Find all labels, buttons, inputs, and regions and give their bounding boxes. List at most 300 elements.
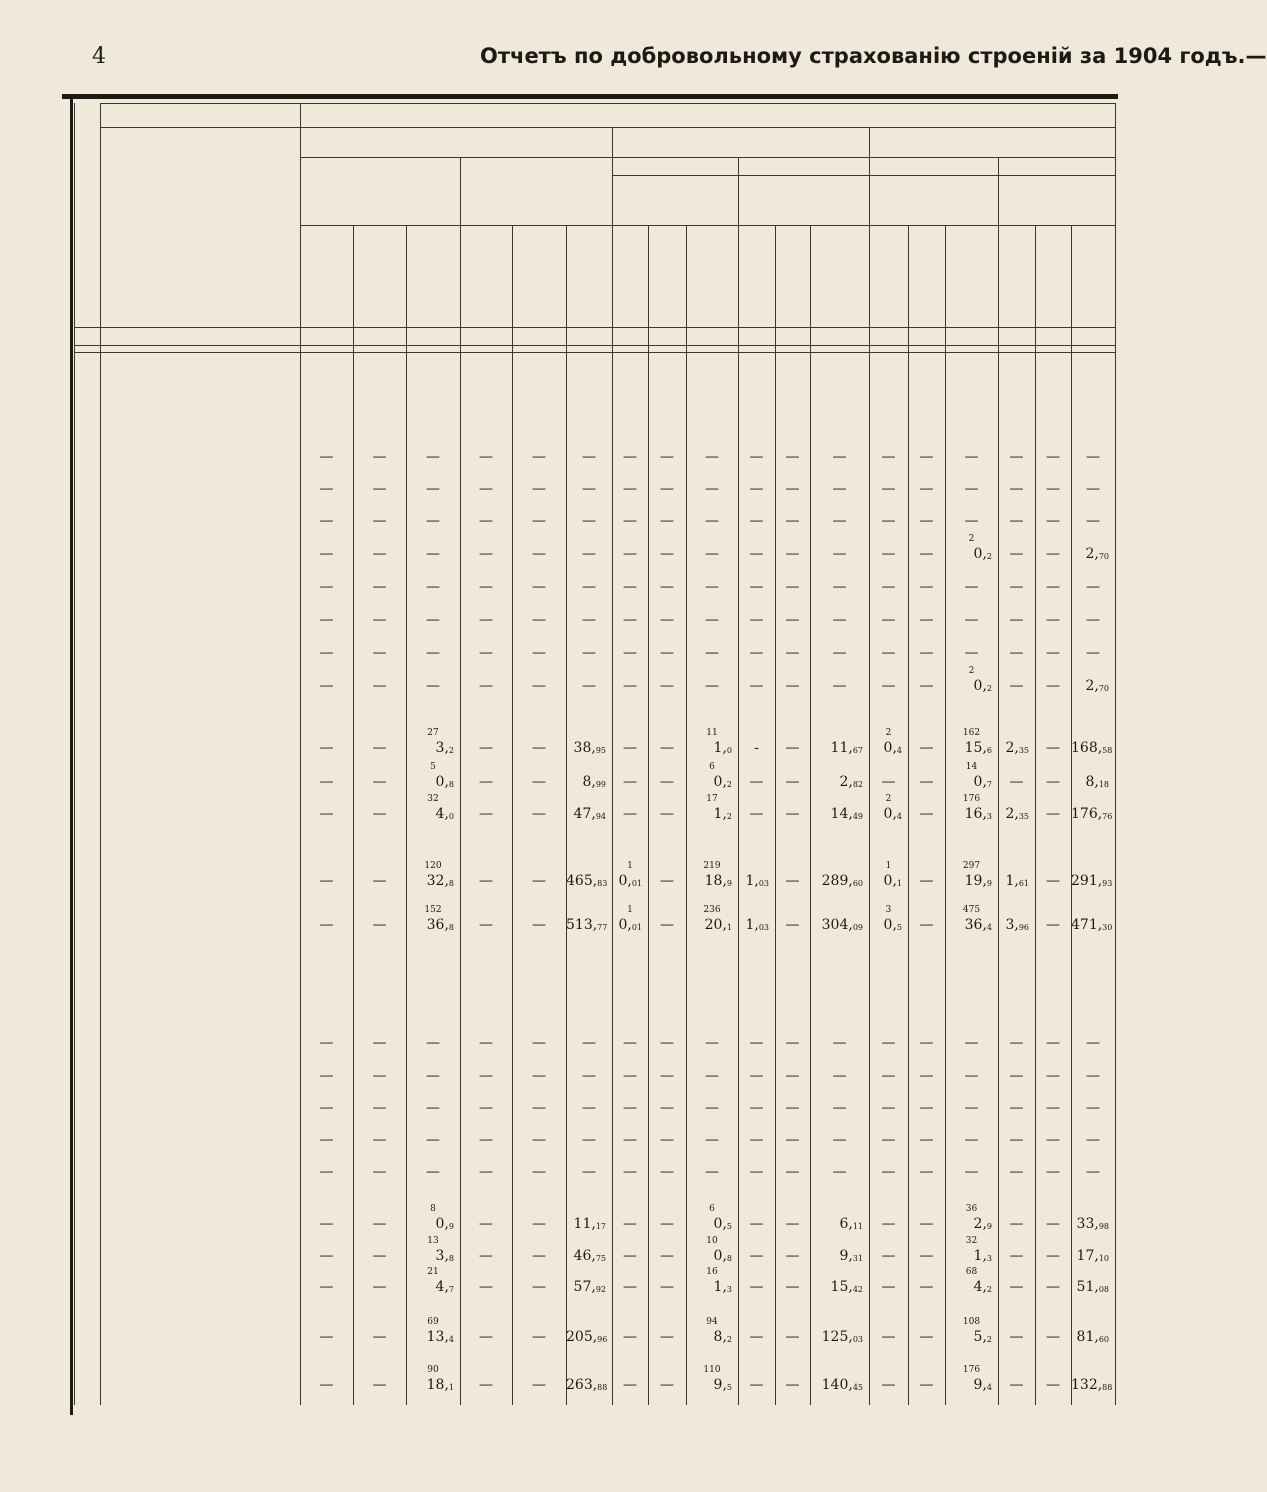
table-cell: — — [1046, 579, 1060, 595]
table-cell: — — [919, 449, 934, 465]
table-cell — [869, 806, 902, 822]
table-cell: — — [832, 1164, 847, 1180]
cell-integer: 0, — [973, 546, 987, 562]
table-cell — [810, 1329, 863, 1345]
table-cell: — — [749, 1248, 764, 1264]
table-cell: — — [1046, 678, 1060, 694]
table-cell: — — [964, 579, 979, 595]
table-cell — [1071, 1248, 1109, 1264]
cell-count: 27 — [427, 728, 439, 738]
table-cell: — — [1009, 1329, 1024, 1345]
cell-integer: 1, — [1005, 873, 1019, 889]
cell-fraction: 01 — [631, 879, 642, 888]
cell-fraction: 3 — [726, 1285, 732, 1294]
table-cell — [1071, 1329, 1109, 1345]
table-cell — [998, 740, 1029, 756]
cell-count: 21 — [427, 1267, 439, 1277]
table-cell: — — [1086, 481, 1100, 497]
table-cell: — — [749, 546, 764, 562]
table-cell — [998, 806, 1029, 822]
cell-integer: 0, — [713, 1248, 727, 1264]
table-cell: — — [1009, 1216, 1024, 1232]
cell-fraction: 4 — [448, 1335, 454, 1344]
cell-integer: 47, — [573, 806, 596, 822]
cell-count: 1 — [627, 861, 633, 871]
table-cell: — — [532, 774, 546, 790]
rule-v — [1115, 103, 1116, 1405]
table-cell: — — [372, 449, 387, 465]
table-cell: — — [532, 645, 546, 661]
cell-fraction: 9 — [986, 879, 992, 888]
table-cell: — — [785, 1132, 800, 1148]
table-cell: — — [623, 1279, 637, 1295]
table-cell: — — [881, 513, 896, 529]
table-cell: — — [479, 1164, 493, 1180]
table-cell: — — [1086, 449, 1100, 465]
table-cell — [810, 1279, 863, 1295]
table-cell: — — [479, 1216, 493, 1232]
table-cell: — — [1086, 612, 1100, 628]
table-cell: — — [582, 1100, 596, 1116]
table-cell: — — [479, 481, 493, 497]
table-cell: — — [964, 449, 979, 465]
cell-count: 176 — [962, 1365, 981, 1375]
cell-integer: 289, — [821, 873, 853, 889]
cell-integer: 465, — [566, 873, 598, 889]
cell-integer: 4, — [435, 806, 449, 822]
table-cell: — — [479, 917, 493, 933]
table-cell: — — [372, 1100, 387, 1116]
table-cell: — — [479, 513, 493, 529]
table-cell: — — [964, 1164, 979, 1180]
table-cell: — — [479, 1035, 493, 1051]
table-cell: — — [582, 1035, 596, 1051]
table-cell: — — [881, 1164, 896, 1180]
table-cell: — — [785, 481, 800, 497]
cell-count: 236 — [703, 905, 721, 915]
cell-fraction: 98 — [1098, 1222, 1109, 1231]
table-cell: — — [623, 546, 637, 562]
table-cell: — — [832, 513, 847, 529]
table-cell: — — [319, 546, 334, 562]
table-cell — [869, 873, 902, 889]
table-cell — [566, 873, 606, 889]
cell-fraction: 10 — [1098, 1254, 1109, 1263]
table-cell: — — [532, 481, 546, 497]
cell-integer: 46, — [573, 1248, 596, 1264]
cell-fraction: 6 — [986, 746, 992, 755]
cell-count: 219 — [703, 861, 721, 871]
table-cell: — — [582, 1164, 596, 1180]
table-cell: — — [1086, 1068, 1100, 1084]
cell-fraction: 8 — [448, 923, 454, 932]
table-cell: — — [623, 1377, 637, 1393]
cell-integer: 16, — [964, 806, 987, 822]
table-cell: — — [532, 873, 546, 889]
table-cell: — — [749, 1068, 764, 1084]
table-cell: — — [919, 579, 934, 595]
cell-fraction: 70 — [1098, 684, 1109, 693]
rule-h — [100, 103, 1115, 104]
cell-fraction: 49 — [852, 812, 863, 821]
table-cell — [945, 806, 992, 822]
rule-h — [74, 327, 1115, 328]
cell-fraction: 5 — [726, 1383, 732, 1392]
table-cell: — — [919, 1132, 934, 1148]
cell-integer: 132, — [1071, 1377, 1103, 1393]
table-cell — [1071, 1216, 1109, 1232]
cell-count: 10 — [706, 1236, 718, 1246]
table-cell — [686, 1329, 732, 1345]
table-cell: — — [582, 678, 596, 694]
table-cell: — — [479, 1132, 493, 1148]
table-cell: — — [532, 917, 546, 933]
cell-count: 120 — [424, 861, 442, 871]
table-cell: — — [919, 1164, 934, 1180]
table-cell: — — [785, 917, 800, 933]
cell-integer: 8, — [582, 774, 596, 790]
table-cell: — — [749, 481, 764, 497]
table-cell: — — [919, 546, 934, 562]
table-cell: — — [623, 449, 637, 465]
table-cell: — — [964, 513, 979, 529]
cell-integer: 19, — [964, 873, 987, 889]
table-cell: — — [479, 1068, 493, 1084]
cell-integer: 1, — [973, 1248, 987, 1264]
table-cell: — — [1009, 1377, 1024, 1393]
table-cell: — — [479, 740, 493, 756]
table-cell: — — [479, 579, 493, 595]
table-cell: — — [660, 873, 674, 889]
cell-integer: 57, — [573, 1279, 596, 1295]
table-cell: — — [749, 1132, 764, 1148]
table-cell — [869, 917, 902, 933]
cell-fraction: 60 — [1098, 1335, 1109, 1344]
table-cell — [406, 774, 454, 790]
cell-integer: 2, — [1005, 740, 1019, 756]
rule-h — [300, 157, 1115, 158]
table-cell: — — [705, 612, 719, 628]
table-cell: — — [785, 513, 800, 529]
table-cell — [810, 917, 863, 933]
cell-integer: 18, — [704, 873, 727, 889]
cell-fraction: 03 — [758, 879, 769, 888]
cell-integer: 2, — [973, 1216, 987, 1232]
table-cell: — — [426, 1164, 440, 1180]
rule-v — [100, 103, 101, 1405]
table-cell — [406, 1279, 454, 1295]
table-cell: — — [832, 1035, 847, 1051]
cell-count: 32 — [965, 1236, 978, 1246]
table-cell: — — [623, 481, 637, 497]
cell-fraction: 8 — [448, 879, 454, 888]
table-cell: — — [785, 806, 800, 822]
table-cell: — — [881, 449, 896, 465]
table-cell: — — [532, 1164, 546, 1180]
cell-count: 13 — [427, 1236, 439, 1246]
table-cell: — — [660, 774, 674, 790]
table-cell — [945, 1329, 992, 1345]
table-cell: — — [749, 645, 764, 661]
cell-fraction: 4 — [986, 923, 992, 932]
table-cell: — — [1046, 1035, 1060, 1051]
cell-fraction: 96 — [597, 1335, 608, 1344]
cell-integer: 1, — [713, 806, 727, 822]
table-cell: — — [832, 579, 847, 595]
table-cell — [810, 740, 863, 756]
table-cell: — — [749, 1216, 764, 1232]
cell-integer: 1, — [713, 1279, 727, 1295]
table-cell: — — [785, 612, 800, 628]
table-cell: — — [623, 1329, 637, 1345]
table-cell: — — [1009, 612, 1024, 628]
cell-count: 475 — [962, 905, 981, 915]
table-cell: — — [479, 1377, 493, 1393]
table-cell: — — [479, 546, 493, 562]
table-cell: — — [532, 546, 546, 562]
cell-integer: 4, — [435, 1279, 449, 1295]
cell-fraction: 93 — [1102, 879, 1113, 888]
table-cell: — — [479, 806, 493, 822]
table-cell — [810, 1248, 863, 1264]
left-border — [70, 99, 73, 1415]
table-cell: — — [881, 1132, 896, 1148]
table-cell: — — [1046, 873, 1060, 889]
table-cell: — — [919, 1329, 934, 1345]
cell-fraction: 7 — [448, 1285, 454, 1294]
rule-v — [612, 127, 613, 1405]
table-cell — [566, 1248, 606, 1264]
table-cell: — — [372, 1132, 387, 1148]
cell-integer: 11, — [573, 1216, 596, 1232]
table-cell: — — [832, 1100, 847, 1116]
cell-integer: 1, — [745, 917, 759, 933]
cell-integer: 2, — [839, 774, 853, 790]
table-cell: — — [964, 1068, 979, 1084]
table-cell: — — [705, 678, 719, 694]
table-cell: — — [1009, 513, 1024, 529]
cell-fraction: 8 — [448, 1254, 454, 1263]
cell-fraction: 11 — [852, 1222, 863, 1231]
table-cell: — — [319, 1329, 334, 1345]
cell-integer: 1, — [713, 740, 727, 756]
cell-fraction: 2 — [726, 812, 732, 821]
table-cell: — — [582, 645, 596, 661]
cell-fraction: 76 — [1102, 812, 1113, 821]
table-cell: — — [785, 1164, 800, 1180]
table-cell: — — [426, 449, 440, 465]
table-cell: — — [532, 1329, 546, 1345]
table-cell: — — [919, 806, 934, 822]
cell-integer: 2, — [1085, 678, 1099, 694]
table-cell: — — [785, 1248, 800, 1264]
table-cell: — — [623, 806, 637, 822]
cell-fraction: 8 — [726, 1254, 732, 1263]
cell-integer: 2, — [1085, 546, 1099, 562]
table-cell: — — [832, 481, 847, 497]
cell-count: 162 — [962, 728, 981, 738]
table-cell: — — [964, 1035, 979, 1051]
table-cell: — — [372, 774, 387, 790]
table-cell: — — [426, 546, 440, 562]
table-cell: — — [319, 449, 334, 465]
cell-count: 152 — [424, 905, 442, 915]
table-cell — [998, 917, 1029, 933]
table-cell: — — [372, 740, 387, 756]
table-cell: — — [705, 1068, 719, 1084]
cell-fraction: 01 — [631, 923, 642, 932]
table-cell — [566, 917, 606, 933]
table-cell: — — [785, 1100, 800, 1116]
table-cell: — — [785, 1329, 800, 1345]
table-cell: — — [660, 579, 674, 595]
table-cell: — — [582, 513, 596, 529]
table-cell: — — [919, 612, 934, 628]
table-cell: — — [479, 449, 493, 465]
table-cell — [945, 917, 992, 933]
table-cell: — — [372, 873, 387, 889]
cell-integer: 4, — [973, 1279, 987, 1295]
cell-fraction: 88 — [1102, 1383, 1113, 1392]
cell-count: 2 — [968, 534, 975, 544]
table-cell: — — [426, 1068, 440, 1084]
cell-integer: 5, — [973, 1329, 987, 1345]
table-cell — [566, 774, 606, 790]
table-cell: — — [479, 1279, 493, 1295]
page-number: 4 — [92, 44, 106, 69]
table-cell: - — [754, 740, 759, 756]
table-cell: — — [623, 579, 637, 595]
cell-integer: 38, — [573, 740, 596, 756]
table-cell: — — [582, 1132, 596, 1148]
cell-fraction: 0 — [726, 746, 732, 755]
cell-integer: 81, — [1076, 1329, 1099, 1345]
table-cell: — — [1046, 513, 1060, 529]
table-cell — [738, 873, 769, 889]
table-cell: — — [532, 579, 546, 595]
table-cell — [998, 873, 1029, 889]
cell-fraction: 1 — [448, 1383, 454, 1392]
cell-fraction: 2 — [448, 746, 454, 755]
table-cell: — — [623, 1164, 637, 1180]
cell-integer: 15, — [964, 740, 987, 756]
table-cell: — — [660, 1329, 674, 1345]
table-cell: — — [660, 740, 674, 756]
table-cell — [686, 806, 732, 822]
table-cell: — — [582, 612, 596, 628]
table-cell — [406, 1329, 454, 1345]
rule-v — [869, 127, 870, 1405]
table-cell: — — [1046, 740, 1060, 756]
table-cell: — — [785, 740, 800, 756]
table-cell: — — [372, 645, 387, 661]
table-cell: — — [881, 774, 896, 790]
table-cell: — — [881, 1216, 896, 1232]
cell-integer: 13, — [426, 1329, 449, 1345]
table-cell: — — [426, 481, 440, 497]
table-cell: — — [919, 1248, 934, 1264]
table-cell: — — [881, 1035, 896, 1051]
table-cell: — — [785, 1279, 800, 1295]
table-cell — [945, 774, 992, 790]
table-cell: — — [532, 1068, 546, 1084]
table-cell: — — [1009, 449, 1024, 465]
cell-integer: 9, — [713, 1377, 727, 1393]
table-cell — [1071, 774, 1109, 790]
table-cell: — — [319, 806, 334, 822]
table-cell: — — [319, 1377, 334, 1393]
cell-integer: 471, — [1071, 917, 1103, 933]
table-cell: — — [832, 1068, 847, 1084]
cell-fraction: 35 — [1018, 812, 1029, 821]
cell-fraction: 4 — [896, 746, 902, 755]
table-cell: — — [582, 546, 596, 562]
table-cell: — — [785, 774, 800, 790]
table-cell: — — [1009, 774, 1024, 790]
table-cell: — — [1009, 645, 1024, 661]
table-cell — [945, 1279, 992, 1295]
cell-integer: 11, — [830, 740, 853, 756]
table-cell: — — [660, 612, 674, 628]
table-cell: — — [479, 1100, 493, 1116]
table-cell: — — [705, 645, 719, 661]
cell-fraction: 2 — [726, 780, 732, 789]
table-cell — [1071, 546, 1109, 562]
cell-count: 68 — [965, 1267, 978, 1277]
cell-fraction: 75 — [595, 1254, 606, 1263]
table-cell — [406, 917, 454, 933]
table-cell: — — [1009, 1035, 1024, 1051]
table-cell: — — [1046, 449, 1060, 465]
cell-fraction: 3 — [986, 812, 992, 821]
cell-integer: 32, — [426, 873, 449, 889]
table-cell: — — [881, 579, 896, 595]
table-cell: — — [785, 579, 800, 595]
cell-integer: 0, — [435, 1216, 449, 1232]
table-cell: — — [749, 1279, 764, 1295]
cell-count: 176 — [962, 794, 981, 804]
table-cell: — — [919, 1216, 934, 1232]
cell-count: 69 — [427, 1317, 439, 1327]
table-cell: — — [319, 1068, 334, 1084]
table-cell: — — [532, 1377, 546, 1393]
table-cell: — — [623, 612, 637, 628]
table-cell: — — [532, 612, 546, 628]
cell-fraction: 1 — [896, 879, 902, 888]
cell-integer: 1, — [745, 873, 759, 889]
table-cell: — — [919, 481, 934, 497]
table-cell — [945, 1216, 992, 1232]
table-cell: — — [426, 1132, 440, 1148]
table-cell — [810, 774, 863, 790]
table-cell: — — [532, 1248, 546, 1264]
cell-fraction: 9 — [726, 879, 732, 888]
table-cell: — — [623, 1248, 637, 1264]
cell-fraction: 60 — [852, 879, 863, 888]
table-cell: — — [660, 513, 674, 529]
table-cell: — — [623, 1216, 637, 1232]
table-cell: — — [372, 1035, 387, 1051]
table-cell — [686, 1216, 732, 1232]
table-cell: — — [705, 481, 719, 497]
cell-fraction: 77 — [597, 923, 608, 932]
cell-integer: 0, — [883, 917, 897, 933]
cell-count: 16 — [706, 1267, 718, 1277]
table-cell — [406, 1377, 454, 1393]
rule-h — [74, 352, 1115, 353]
cell-fraction: 35 — [1018, 746, 1029, 755]
cell-fraction: 83 — [597, 879, 608, 888]
